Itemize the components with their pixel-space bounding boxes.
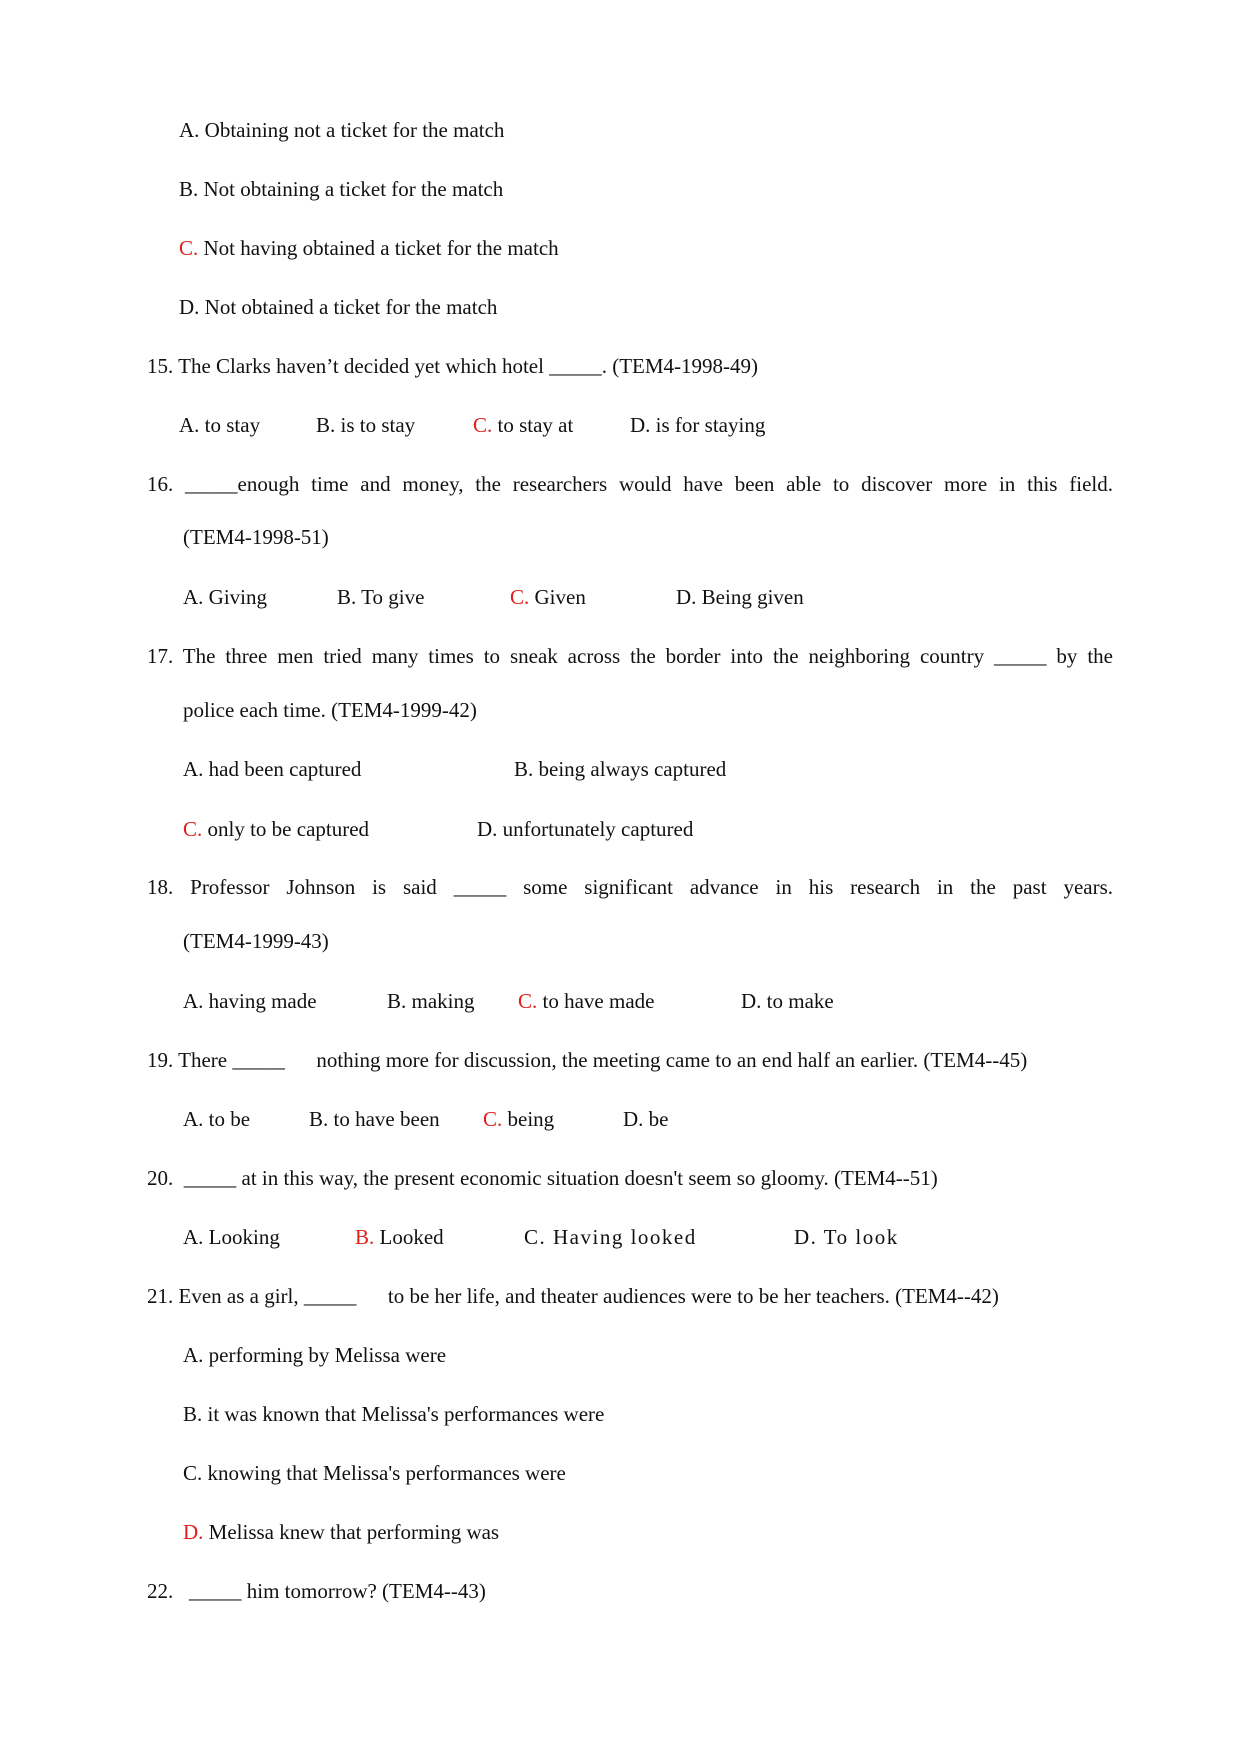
q19-option-a: A. to be bbox=[183, 1107, 251, 1131]
answer-letter: C. bbox=[179, 236, 199, 260]
q18-option-a: A. having made bbox=[183, 989, 317, 1013]
q15-option-a: A. to stay bbox=[179, 413, 261, 437]
q20-option-b: B. Looked bbox=[355, 1225, 444, 1249]
q20-options bbox=[183, 1222, 1083, 1252]
q15-option-c: C. to stay at bbox=[473, 413, 574, 437]
q21-option-d: D. Melissa knew that performing was bbox=[183, 1520, 500, 1544]
q20-stem: 20. _____ at in this way, the present economic situation doesn't seem so gloomy. (TEM4--51) bbox=[147, 1166, 938, 1190]
q16-option-c: C. Given bbox=[510, 585, 586, 609]
q16-option-b: B. To give bbox=[337, 585, 425, 609]
q17-stem-source: police each time. (TEM4-1999-42) bbox=[183, 698, 477, 722]
q14-option-b: B. Not obtaining a ticket for the match bbox=[179, 177, 504, 201]
q15-option-d: D. is for staying bbox=[630, 413, 766, 437]
q16-stem-source: (TEM4-1998-51) bbox=[183, 525, 329, 549]
q17-option-a: A. had been captured bbox=[183, 757, 362, 781]
q16-options bbox=[183, 582, 1083, 612]
q22-stem: 22. _____ him tomorrow? (TEM4--43) bbox=[147, 1579, 486, 1603]
q19-options bbox=[183, 1104, 1083, 1134]
q19-option-d: D. be bbox=[623, 1107, 669, 1131]
q20-option-c: C. Having looked bbox=[524, 1225, 697, 1249]
q19-stem: 19. There _____ nothing more for discussion, the meeting came to an end half an earlier. (TEM4--45) bbox=[147, 1048, 1028, 1072]
q14-option-a: A. Obtaining not a ticket for the match bbox=[179, 118, 505, 142]
q18-option-d: D. to make bbox=[741, 989, 834, 1013]
q15-stem: 15. The Clarks haven’t decided yet which hotel _____. (TEM4-1998-49) bbox=[147, 354, 758, 378]
q20-option-a: A. Looking bbox=[183, 1225, 280, 1249]
q18-stem: 18. Professor Johnson is said _____ some significant advance in his research in the past years. bbox=[147, 875, 1113, 899]
q21-option-b: B. it was known that Melissa's performances were bbox=[183, 1402, 605, 1426]
q14-option-c: C. Not having obtained a ticket for the match bbox=[179, 236, 559, 260]
q16-option-a: A. Giving bbox=[183, 585, 268, 609]
q21-option-c: C. knowing that Melissa's performances were bbox=[183, 1461, 566, 1485]
q20-option-d: D. To look bbox=[794, 1225, 899, 1249]
q18-option-b: B. making bbox=[387, 989, 475, 1013]
q14-option-d: D. Not obtained a ticket for the match bbox=[179, 295, 498, 319]
q17-options-row2 bbox=[183, 814, 1083, 844]
q15-option-b: B. is to stay bbox=[316, 413, 416, 437]
q18-option-c: C. to have made bbox=[518, 989, 655, 1013]
q21-option-a: A. performing by Melissa were bbox=[183, 1343, 447, 1367]
q17-option-d: D. unfortunately captured bbox=[477, 817, 694, 841]
q16-stem: 16. _____enough time and money, the researchers would have been able to discover more in this field. bbox=[147, 472, 1113, 496]
q18-options bbox=[183, 986, 1083, 1016]
q16-option-d: D. Being given bbox=[676, 585, 804, 609]
q19-option-b: B. to have been bbox=[309, 1107, 440, 1131]
q15-options bbox=[179, 410, 1079, 440]
q21-stem: 21. Even as a girl, _____ to be her life, and theater audiences were to be her teachers. (TEM4--42) bbox=[147, 1284, 999, 1308]
q17-option-c: C. only to be captured bbox=[183, 817, 370, 841]
q17-option-b: B. being always captured bbox=[514, 757, 727, 781]
q18-stem-source: (TEM4-1999-43) bbox=[183, 929, 329, 953]
q19-option-c: C. being bbox=[483, 1107, 555, 1131]
q17-options-row1 bbox=[183, 754, 1083, 784]
q17-stem: 17. The three men tried many times to sneak across the border into the neighboring country _____ by the bbox=[147, 644, 1113, 668]
